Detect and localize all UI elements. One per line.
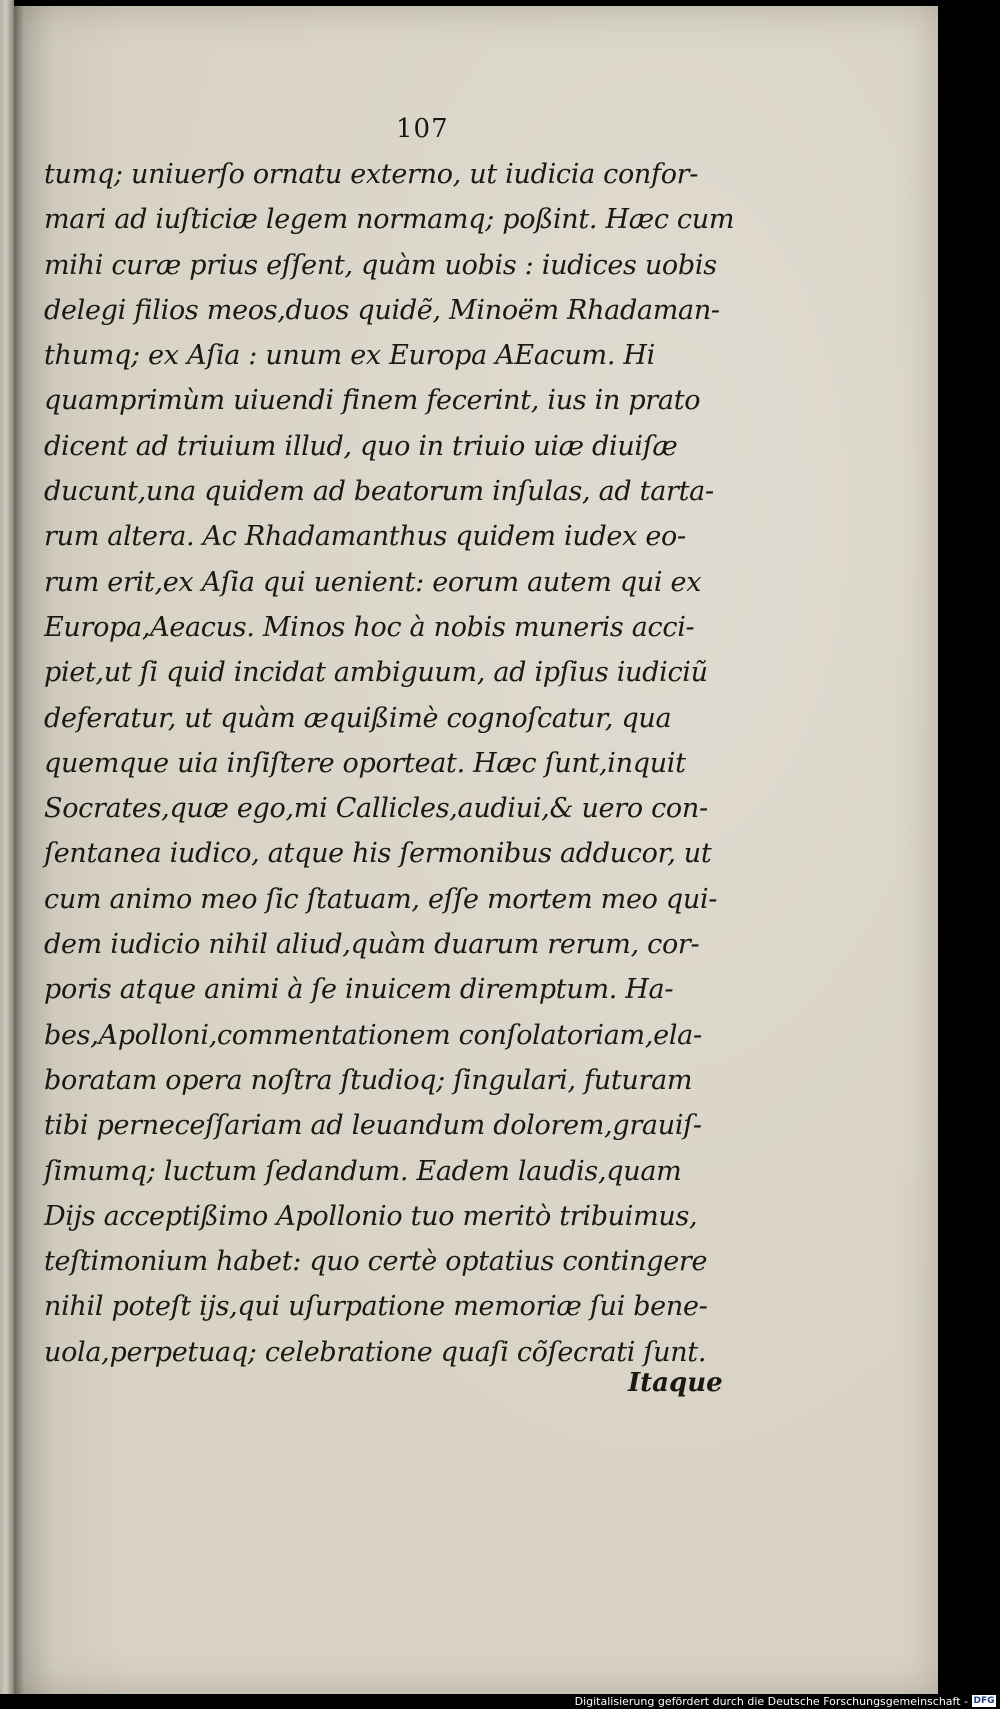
text-line: Europa,Aeacus. Minos hoc à nobis muneris acci- [44,611,695,643]
funding-credit: Digitalisierung gefördert durch die Deutsche Forschungsgemeinschaft - [574,1695,968,1708]
text-line: uola,perpetuaq; celebratione quaſi cõſecrati ſunt. [44,1336,707,1368]
text-line: dem iudicio nihil aliud,quàm duarum rerum, cor- [44,929,700,961]
page-number: 107 [396,114,449,144]
body-text [44,152,734,1375]
text-line: boratam opera noſtra ſtudioq; ſingulari, futuram [44,1064,693,1096]
text-line: rum erit,ex Aſia qui uenient: eorum autem qui ex [44,566,702,598]
text-line: bes,Apolloni,commentationem conſolatoriam,ela- [44,1019,702,1051]
text-line: quamprimùm uiuendi finem fecerint, ius in prato [44,385,701,417]
text-line: Socrates,quæ ego,mi Callicles,audiui,& uero con- [44,793,708,825]
text-line: tumq; uniuerſo ornatu externo, ut iudicia confor- [44,159,699,190]
text-line: Dijs acceptißimo Apollonio tuo meritò tribuimus, [44,1200,698,1232]
text-line: deferatur, ut quàm æquißimè cognoſcatur, qua [44,702,672,734]
page-gutter-shadow [14,6,24,1694]
text-line: mari ad iuſticiæ legem normamq; poßint. Hæc cum [44,204,735,236]
text-line: poris atque animi à ſe inuicem diremptum. Ha- [44,974,674,1006]
text-line: ſentanea iudico, atque his ſermonibus adducor, ut [44,838,712,870]
text-line: mihi curæ prius eſſent, quàm uobis : iudices uobis [44,249,717,281]
text-line: nihil poteſt ijs,qui uſurpatione memoriæ ſui bene- [44,1291,708,1323]
text-line: rum altera. Ac Rhadamanthus quidem iudex eo- [44,521,686,553]
text-line: piet,ut ſi quid incidat ambiguum, ad ipſius iudiciũ [44,657,708,689]
dfg-logo: DFG [973,1696,995,1706]
text-line: cum animo meo ſic ſtatuam, eſſe mortem meo qui- [44,883,718,915]
text-line: ſimumq; luctum ſedandum. Eadem laudis,quam [44,1155,682,1187]
text-line: thumq; ex Aſia : unum ex Europa AEacum. Hi [44,340,655,372]
book-spine-edge [0,0,14,1709]
text-line: tibi perneceſſariam ad leuandum dolorem,grauiſ- [44,1110,702,1142]
text-line: delegi filios meos,duos quidẽ, Minoëm Rhadaman- [44,294,720,326]
text-line: quemque uia inſiſtere oporteat. Hæc ſunt,inquit [44,747,686,779]
catchword: Itaque [628,1368,723,1398]
text-line: teſtimonium habet: quo certè optatius contingere [44,1246,708,1278]
text-line: dicent ad triuium illud, quo in triuio uiæ diuiſæ [44,430,678,462]
text-line: ducunt,una quidem ad beatorum inſulas, ad tarta- [44,476,714,508]
